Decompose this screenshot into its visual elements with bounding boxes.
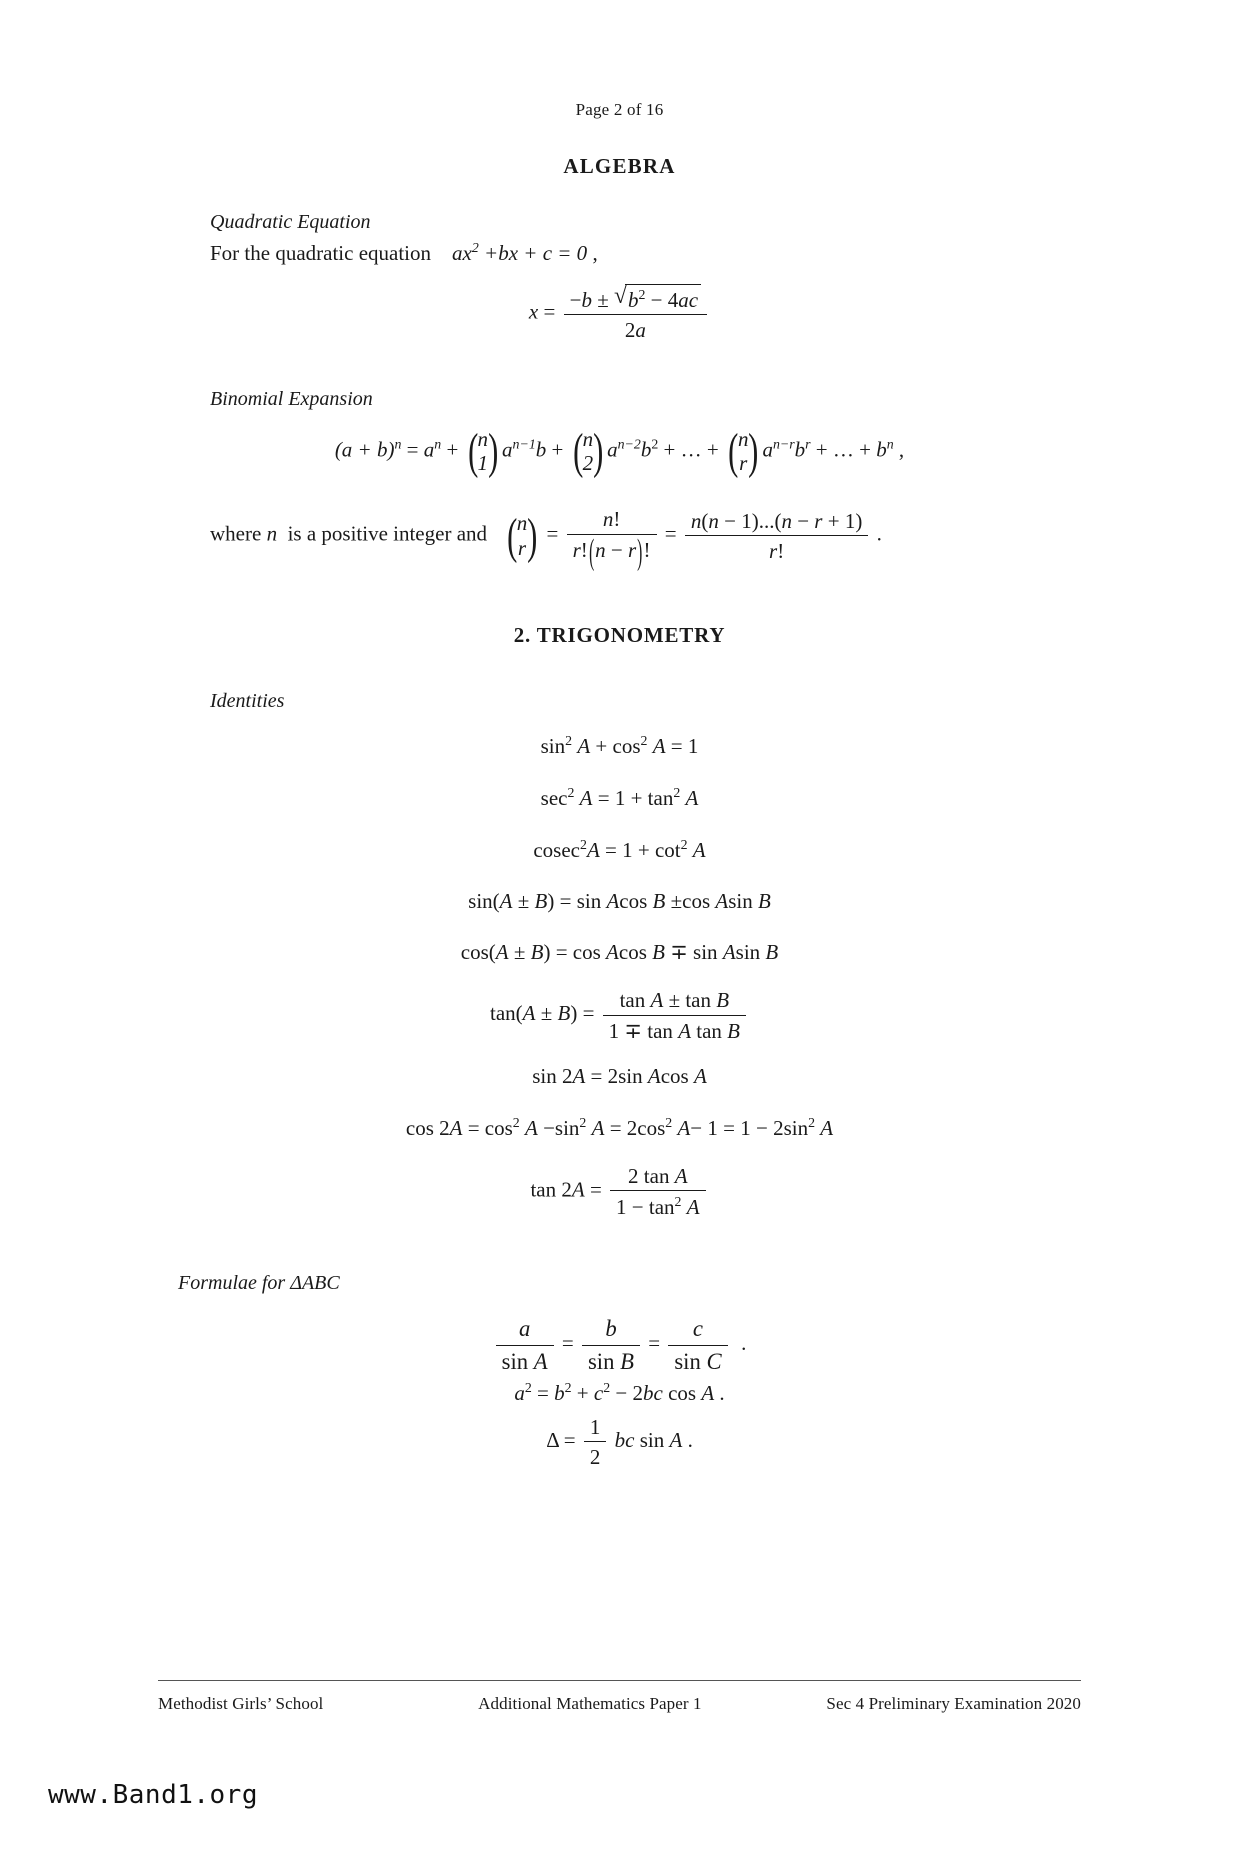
binomial-where-text-2: is a positive integer and [287, 521, 488, 546]
identity-sin-double: sin 2A = 2sin Acos A [532, 1063, 707, 1088]
sine-rule: $\frac{a}{\text{sin A}}$ = $\frac{b}{\text{sin B}}$ = $\frac{c}{\text{sin C}}$ . [0, 1315, 1239, 1376]
quadratic-subheading: Quadratic Equation [210, 211, 371, 233]
identity-cosec-cot: $cosec^2A = 1 + \cot^2 A$ [533, 837, 706, 863]
binomial-where-line: where n is a positive integer and ( n r ) = $\frac{n!}{r!(n - r)!}$ = $\frac{n(n - 1)...(n - r + 1)}{r!}$ . [210, 506, 1239, 565]
identity-cos-sum: cos(A ± B) = cos Acos B ∓ sin Asin B [460, 940, 779, 965]
quadratic-formula: x = −b ± √ $b^2 - 4ac$ 2a [0, 284, 1239, 344]
identity-tan-sum: tan(A ± B) = $\frac{\text{tan A ± tan B}}{\text{1 ∓ tan A tan B}}$ [0, 987, 1239, 1044]
binomial-subheading: Binomial Expansion [210, 387, 373, 410]
footer-paper: Additional Mathematics Paper 1 [478, 1694, 702, 1713]
binomial-where-n: n [266, 521, 278, 546]
binomial-fraction-factorial: $\frac{n!}{r!(n - r)!}$ [567, 506, 657, 565]
page-label: Page 2 of 16 [575, 100, 664, 119]
footer-exam: Sec 4 Preliminary Examination 2020 [826, 1694, 1081, 1713]
quadratic-inline-equation: $ax^2 +bx + c = 0$ [452, 240, 588, 265]
binomial-where-text-1: where [210, 521, 262, 546]
binomial-coefficient-n-1: ( n 1 ) [465, 427, 502, 477]
algebra-heading: ALGEBRA [563, 154, 676, 178]
binomial-fraction-product: $\frac{n(n - 1)...(n - r + 1)}{r!}$ [685, 508, 868, 565]
footer-divider [158, 1680, 1081, 1681]
document-page [0, 100, 1239, 1854]
trigonometry-heading: 2. TRIGONOMETRY [513, 623, 726, 648]
identities-subheading: Identities [210, 690, 285, 713]
binomial-coefficient-n-r: ( n r ) [725, 427, 762, 477]
binomial-coefficient-definition: ( n r ) [504, 511, 541, 561]
cosine-rule: $a^2 = b^2 + c^2 - 2bc$ cos A . [514, 1380, 725, 1406]
identity-sin-sum: sin(A ± B) = sin Acos B ±cos Asin B [468, 889, 771, 914]
quadratic-lead-line: For the quadratic equation $ax^2 +bx + c = 0$ , [210, 240, 598, 265]
triangle-area: Δ = $\frac{1}{2}$ bc sin A . [546, 1415, 693, 1470]
identity-tan-double: tan 2A = $\frac{\text{2 tan A}}{1 - \tan^2 A}$ [0, 1163, 1239, 1221]
binomial-coefficient-n-2: ( n 2 ) [570, 427, 607, 477]
triangle-subheading: Formulae for ΔABC [178, 1272, 340, 1295]
watermark: www.Band1.org [48, 1780, 258, 1810]
identity-sin-cos: $\sin^2 A + \cos^2 A = 1$ [540, 733, 699, 759]
binomial-expansion: $(a + b)^n = a^n$ + ( n 1 )$a^{n-1}b$ + ( n 2 )$a^{n-2}b^2$ + … + ( n r )$a^{n-r}b^r$ + … + $b^n$ , [0, 427, 1239, 477]
identity-sec-tan: $\sec^2 A = 1 + \tan^2 A$ [540, 785, 699, 811]
quadratic-lead-text: For the quadratic equation [210, 241, 432, 265]
page-footer [158, 1694, 1081, 1714]
footer-school: Methodist Girls’ School [158, 1694, 324, 1713]
identity-cos-double: $\cos 2A = \cos^2 A -\sin^2$ $A = 2\cos^2$ $A- 1 = 1 - 2\sin^2$ A [405, 1114, 834, 1140]
